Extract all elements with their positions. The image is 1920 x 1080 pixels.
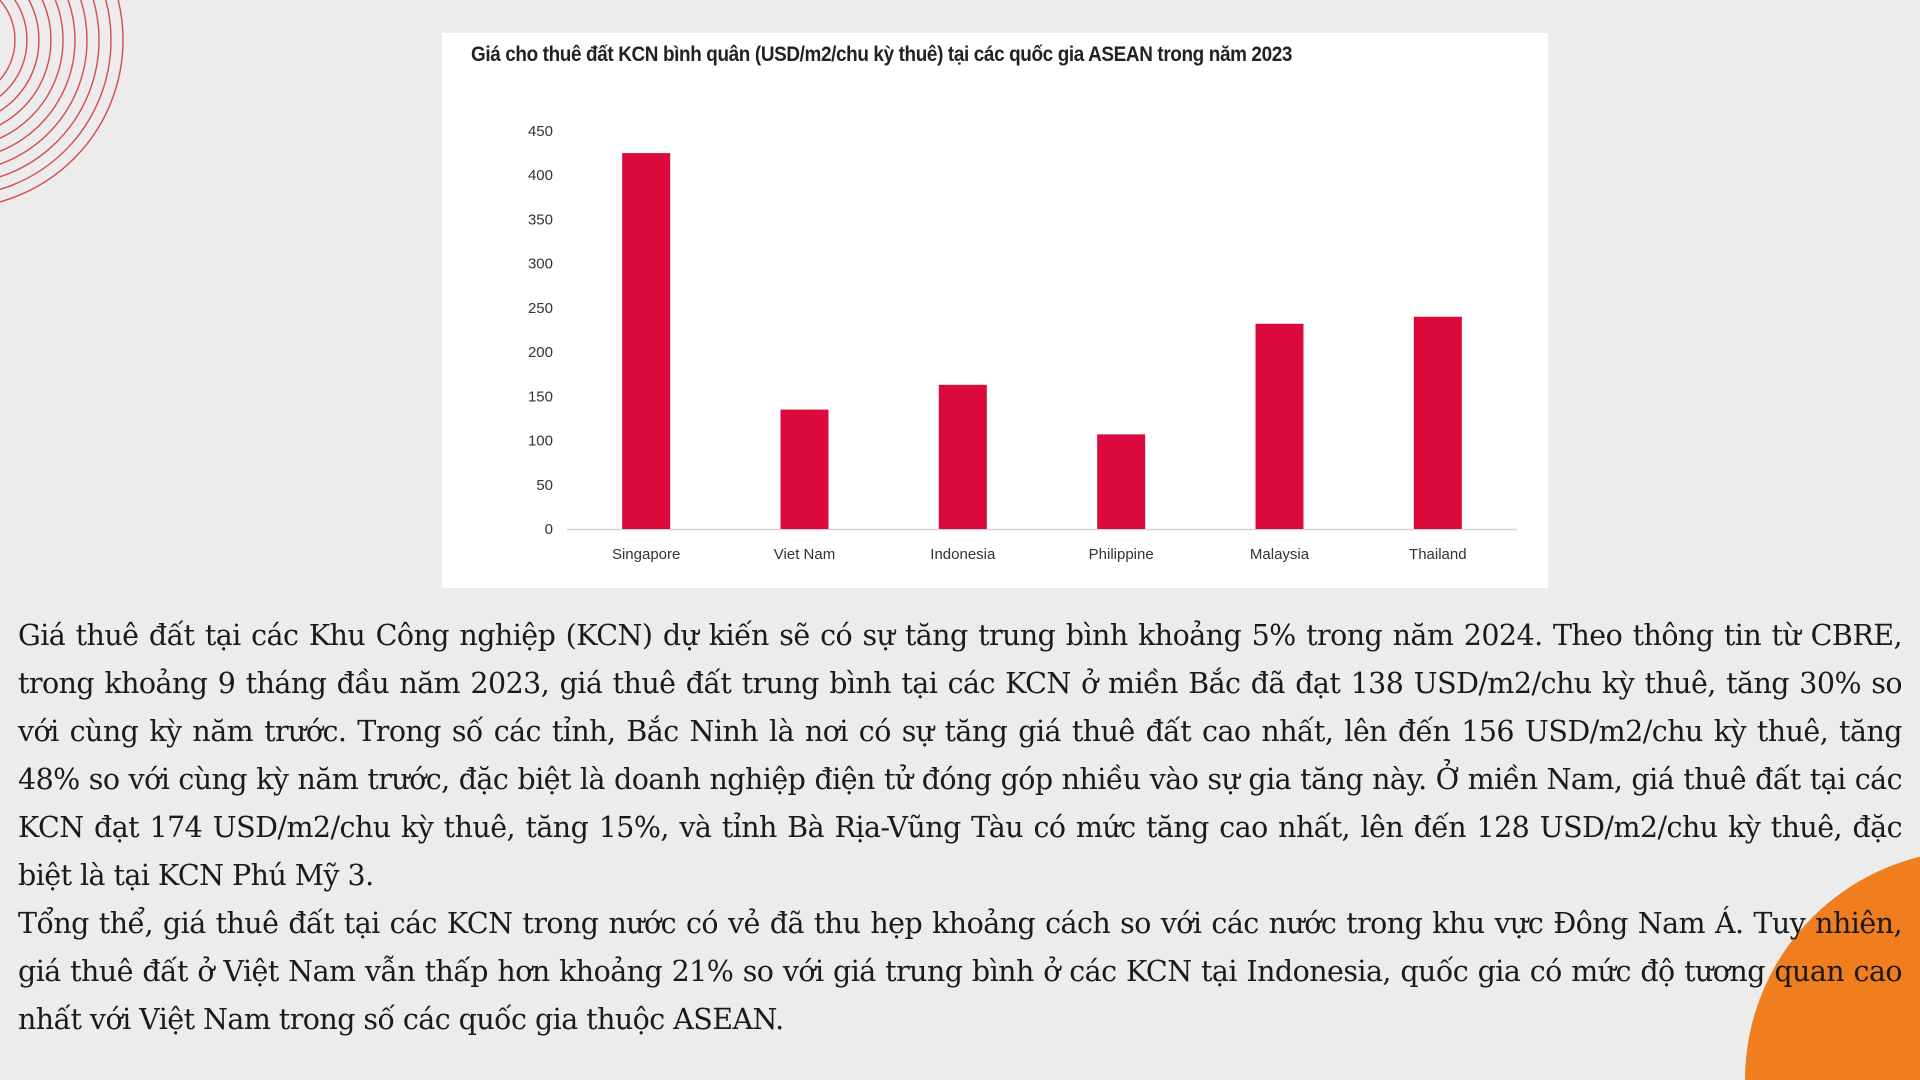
y-tick-label: 0 — [544, 521, 553, 538]
y-tick-label: 200 — [527, 344, 553, 362]
x-tick-label: Indonesia — [930, 546, 996, 563]
y-tick-label: 50 — [536, 476, 553, 494]
paragraph-1: Giá thuê đất tại các Khu Công nghiệp (KCN) dự kiến sẽ có sự tăng trung bình khoảng 5% trong năm 2024. Theo thông tin từ CBRE, trong khoảng 9 tháng đầu năm 2023, giá thuê đất trung bình tại các KCN ở miền Bắc đã đạt 138 USD/m2/chu kỳ thuê, tăng 30% so với cùng kỳ năm trước. Trong số các tỉnh, Bắc Ninh là nơi có sự tăng giá thuê đất cao nhất, lên đến 156 USD/m2/chu kỳ thuê, tăng 48% so với cùng kỳ năm trước, đặc biệt là doanh nghiệp điện tử đóng góp nhiều vào sự gia tăng này. Ở miền Nam, giá thuê đất tại các KCN đạt 174 USD/m2/chu kỳ thuê, tăng 15%, và tỉnh Bà Rịa-Vũng Tàu có mức tăng cao nhất, lên đến 128 USD/m2/chu kỳ thuê, đặc biệt là tại KCN Phú Mỹ 3. — [18, 619, 1902, 892]
bar — [1097, 434, 1145, 529]
x-tick-label: Singapore — [611, 546, 681, 563]
x-tick-label: Viet Nam — [773, 546, 836, 563]
chart-title: Giá cho thuê đất KCN bình quân (USD/m2/chu kỳ thuê) tại các quốc gia ASEAN trong năm 2023 — [471, 43, 1293, 66]
bar — [622, 153, 670, 529]
y-tick-label: 400 — [527, 167, 553, 185]
paragraph-2: Tổng thể, giá thuê đất tại các KCN trong nước có vẻ đã thu hẹp khoảng cách so với các nước trong khu vực Đông Nam Á. Tuy nhiên, giá thuê đất ở Việt Nam vẫn thấp hơn khoảng 21% so với giá trung bình ở các KCN tại Indonesia, quốc gia có mức độ tương quan cao nhất với Việt Nam trong số các quốc gia thuộc ASEAN. — [18, 907, 1902, 1036]
y-tick-label: 350 — [527, 211, 553, 229]
bar — [939, 385, 987, 529]
chart-card — [442, 33, 1548, 588]
bar-chart — [442, 33, 1548, 588]
y-tick-label: 250 — [527, 299, 553, 317]
y-tick-label: 150 — [527, 388, 553, 406]
y-tick-label: 300 — [527, 255, 553, 273]
x-tick-label: Thailand — [1409, 546, 1467, 563]
bar — [1414, 317, 1462, 529]
article-body — [18, 612, 1902, 1044]
x-tick-label: Philippine — [1088, 546, 1154, 563]
bar — [1256, 324, 1304, 529]
x-tick-label: Malaysia — [1249, 546, 1310, 563]
y-tick-label: 100 — [527, 432, 553, 450]
y-tick-label: 450 — [527, 123, 553, 140]
bar — [781, 410, 829, 529]
